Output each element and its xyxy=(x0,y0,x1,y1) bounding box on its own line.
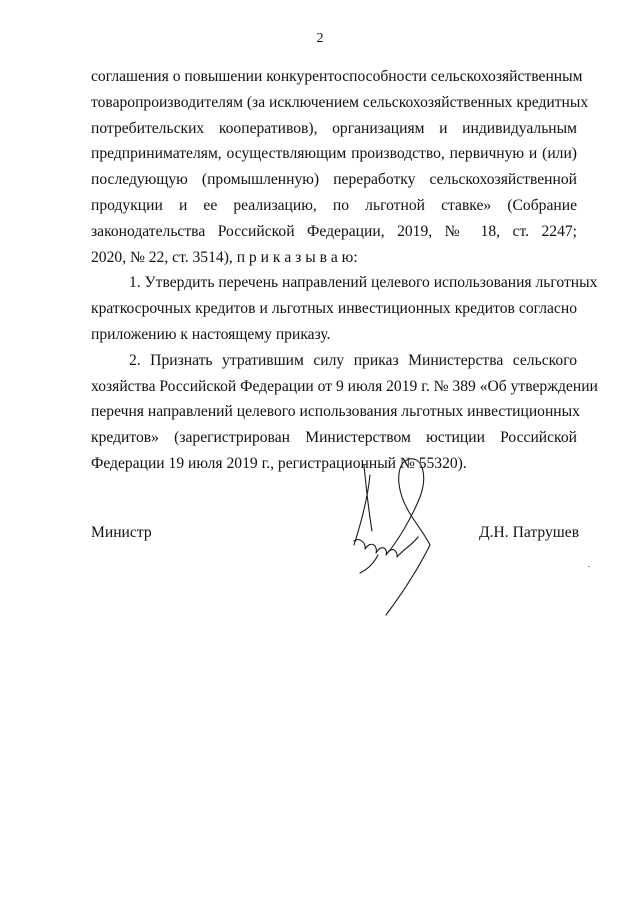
text-line: Федерации 19 июля 2019 г., регистрационный № 55320). xyxy=(91,454,467,472)
signatory-name: Д.Н. Патрушев xyxy=(479,524,580,541)
text-line: продукции и ее реализацию, по льготной ставке» (Собрание xyxy=(91,196,577,214)
signatory-position: Министр xyxy=(91,524,152,541)
document-body xyxy=(91,64,598,477)
text-line: 2. Признать утратившим силу приказ Министерства сельского xyxy=(129,351,577,369)
text-line: кредитов» (зарегистрирован Министерством юстиции Российской xyxy=(91,429,577,447)
handwritten-signature xyxy=(338,445,448,625)
text-line: перечня направлений целевого использования льготных инвестиционных xyxy=(91,403,580,421)
text-line: хозяйства Российской Федерации от 9 июля 2019 г. № 389 «Об утверждении xyxy=(91,377,598,395)
text-line: потребительских кооперативов), организациям и индивидуальным xyxy=(91,119,577,137)
text-line: предпринимателям, осуществляющим производство, первичную и (или) xyxy=(91,145,577,163)
scan-speck xyxy=(588,566,590,567)
text-line: 1. Утвердить перечень направлений целевого использования льготных xyxy=(129,274,598,292)
text-line: товаропроизводителям (за исключением сельскохозяйственных кредитных xyxy=(91,93,589,111)
text-line: последующую (промышленную) переработку сельскохозяйственной xyxy=(91,171,577,189)
text-line: краткосрочных кредитов и льготных инвестиционных кредитов согласно xyxy=(91,300,577,318)
text-line: законодательства Российской Федерации, 2019, № 18, ст. 2247; xyxy=(91,222,577,240)
text-line: приложению к настоящему приказу. xyxy=(91,325,331,343)
text-line: 2020, № 22, ст. 3514), п р и к а з ы в а ю: xyxy=(91,248,358,266)
page-number: 2 xyxy=(316,31,324,46)
text-line: соглашения о повышении конкурентоспособности сельскохозяйственным xyxy=(91,68,583,85)
